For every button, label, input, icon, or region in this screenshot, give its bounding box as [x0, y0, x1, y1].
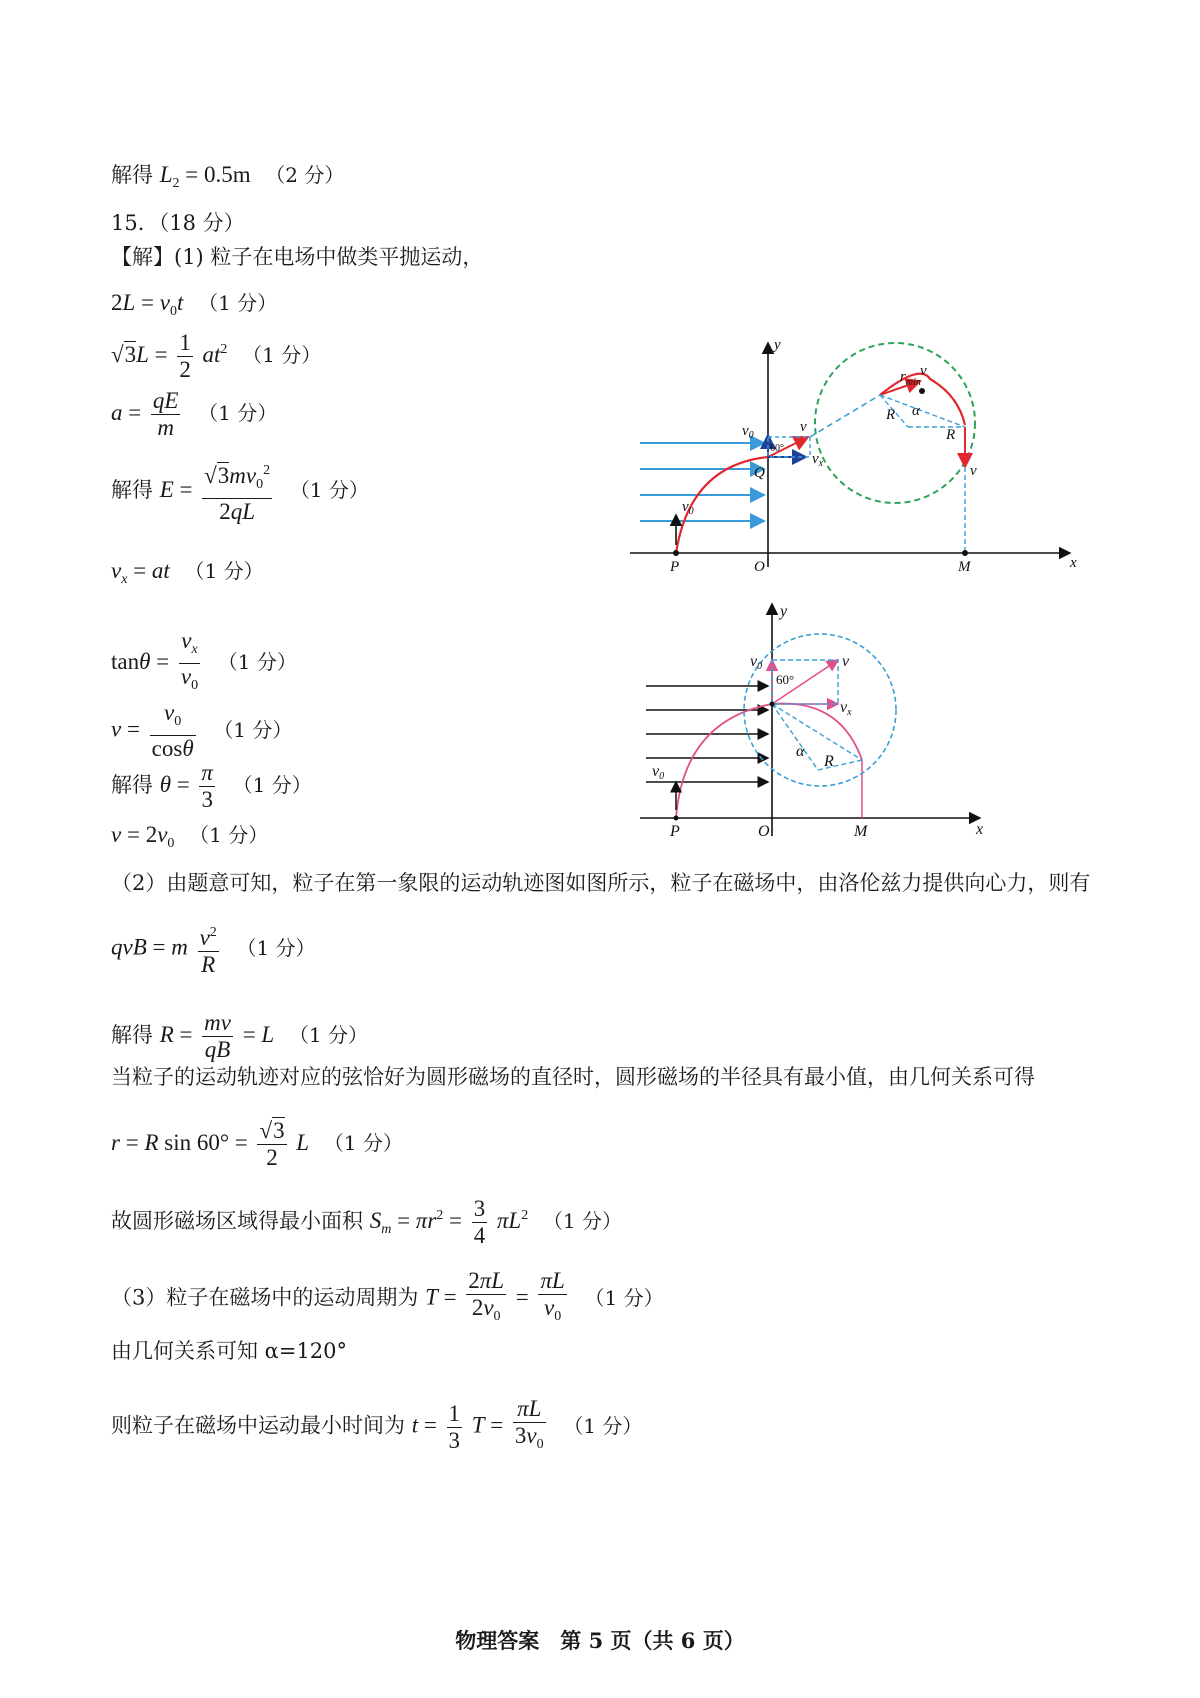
chord-text: 当粒子的运动轨迹对应的弦恰好为圆形磁场的直径时，圆形磁场的半径具有最小值，由几何关系可得 — [111, 1065, 1035, 1089]
eq-a: a = $\frac{qE}{m}$ （1 分） — [111, 388, 278, 440]
eq-sqrt3l: √3L = $\frac{1}{2}$ $at^2$ （1 分） — [111, 330, 322, 382]
svg-text:P: P — [670, 559, 680, 575]
eq-e: 解得 E = $\frac{√3mv_0^2}{2qL}$ （1 分） — [111, 458, 369, 525]
answer-l2 — [111, 160, 344, 199]
l2-equation: $L_2 = 0.5m$ — [159, 162, 251, 191]
score: （1 分） — [236, 935, 316, 960]
eq-area: 故圆形磁场区域得最小面积 $S_m = \pi r^2$ = $\frac{3}{4}$ $\pi L^2$ （1 分） — [111, 1196, 622, 1248]
svg-text:M: M — [854, 823, 868, 840]
svg-text:vx: $v_x$ — [812, 451, 824, 469]
question-15-heading: 15．（18 分） — [111, 211, 245, 235]
eq-rmin: r = R sin 60° = $\frac{√3}{2}$ L （1 分） — [111, 1118, 403, 1170]
solve-label: 解得 — [111, 773, 153, 797]
score: （1 分） — [289, 478, 369, 502]
svg-text:60°: 60° — [770, 443, 784, 454]
svg-text:v0: $v_0$ — [742, 423, 754, 441]
svg-text:v: v — [920, 363, 927, 379]
eq-tan: tanθ = $\frac{v_x}{v_0}$ （1 分） — [111, 628, 297, 693]
score: （1 分） — [189, 823, 269, 847]
trajectory-figure-top — [630, 335, 1080, 575]
svg-text:rmin: $r_{min}$ — [900, 369, 921, 388]
eq-period: （3）粒子在磁场中的运动周期为 T = $\frac{2\pi L}{2v_0}$ = $\frac{\pi L}{v_0}$ （1 分） — [111, 1268, 664, 1324]
score: （2 分） — [265, 163, 345, 187]
page-footer: 物理答案 第 5 页（共 6 页） — [455, 1628, 745, 1653]
score: （1 分） — [242, 343, 322, 367]
svg-text:v0: v0 — [750, 653, 763, 672]
svg-text:vx: vx — [840, 699, 852, 718]
svg-text:y: y — [780, 603, 788, 620]
eq-v2: $v = 2v_0$ （1 分） — [111, 822, 269, 851]
svg-text:P: P — [670, 823, 680, 840]
score: （1 分） — [198, 401, 278, 425]
svg-text:M: M — [958, 559, 971, 575]
solve-label: 解得 — [111, 478, 153, 502]
eq-v: v = $\frac{v_0}{\cos\theta}$ （1 分） — [111, 700, 293, 761]
alpha-text: 由几何关系可知 α=120° — [111, 1339, 348, 1363]
score: （1 分） — [198, 291, 278, 315]
svg-text:Q: Q — [754, 465, 765, 481]
tmin-label: 则粒子在磁场中运动最小时间为 — [111, 1413, 405, 1438]
score: （1 分） — [584, 1285, 664, 1310]
score: （1 分） — [323, 1131, 403, 1155]
score: （1 分） — [217, 650, 297, 674]
svg-text:O: O — [758, 823, 770, 840]
svg-text:α: α — [912, 403, 920, 419]
eq-vx: $v_x$ = at （1 分） — [111, 558, 264, 587]
score: （1 分） — [232, 773, 312, 797]
eq-theta: 解得 θ = $\frac{\pi}{3}$ （1 分） — [111, 760, 312, 812]
eq-r: 解得 R = $\frac{mv}{qB}$ = L （1 分） — [111, 1010, 368, 1062]
score: （1 分） — [213, 717, 293, 742]
score: （1 分） — [542, 1209, 622, 1233]
svg-text:α: α — [796, 743, 805, 760]
svg-text:R: R — [886, 407, 896, 423]
svg-text:v0: v0 — [652, 763, 665, 782]
svg-text:v: v — [970, 463, 977, 479]
svg-text:60°: 60° — [776, 672, 795, 687]
part-2-text: （2）由题意可知，粒子在第一象限的运动轨迹图如图所示，粒子在磁场中，由洛伦兹力提供向心力，则有 — [111, 871, 1091, 895]
svg-text:R: R — [946, 427, 956, 443]
svg-text:v: v — [800, 419, 807, 435]
solution-intro: 【解】(1) 粒子在电场中做类平抛运动， — [111, 245, 484, 269]
eq-2l: $2L = v_0t$ （1 分） — [111, 290, 278, 319]
solve-label: 解得 — [111, 163, 153, 187]
solve-label: 解得 — [111, 1023, 153, 1047]
score: （1 分） — [288, 1023, 368, 1047]
svg-text:R: R — [824, 753, 834, 770]
svg-text:O: O — [754, 559, 765, 575]
eq-qvb: qvB = m $\frac{v^2}{R}$ （1 分） — [111, 920, 316, 978]
svg-text:x: x — [1070, 555, 1077, 571]
svg-text:x: x — [976, 821, 984, 838]
trajectory-figure-bottom — [640, 600, 1010, 850]
part-3-label: （3）粒子在磁场中的运动周期为 — [111, 1285, 419, 1310]
eq-tmin: 则粒子在磁场中运动最小时间为 t = $\frac{1}{3}$ T = $\frac{\pi L}{3v_0}$ （1 分） — [111, 1396, 643, 1453]
score: （1 分） — [563, 1413, 643, 1438]
svg-text:y: y — [774, 337, 781, 353]
svg-text:v0: $v_0$ — [682, 499, 694, 517]
score: （1 分） — [184, 559, 264, 583]
svg-text:v: v — [842, 653, 850, 670]
area-label: 故圆形磁场区域得最小面积 — [111, 1209, 363, 1233]
